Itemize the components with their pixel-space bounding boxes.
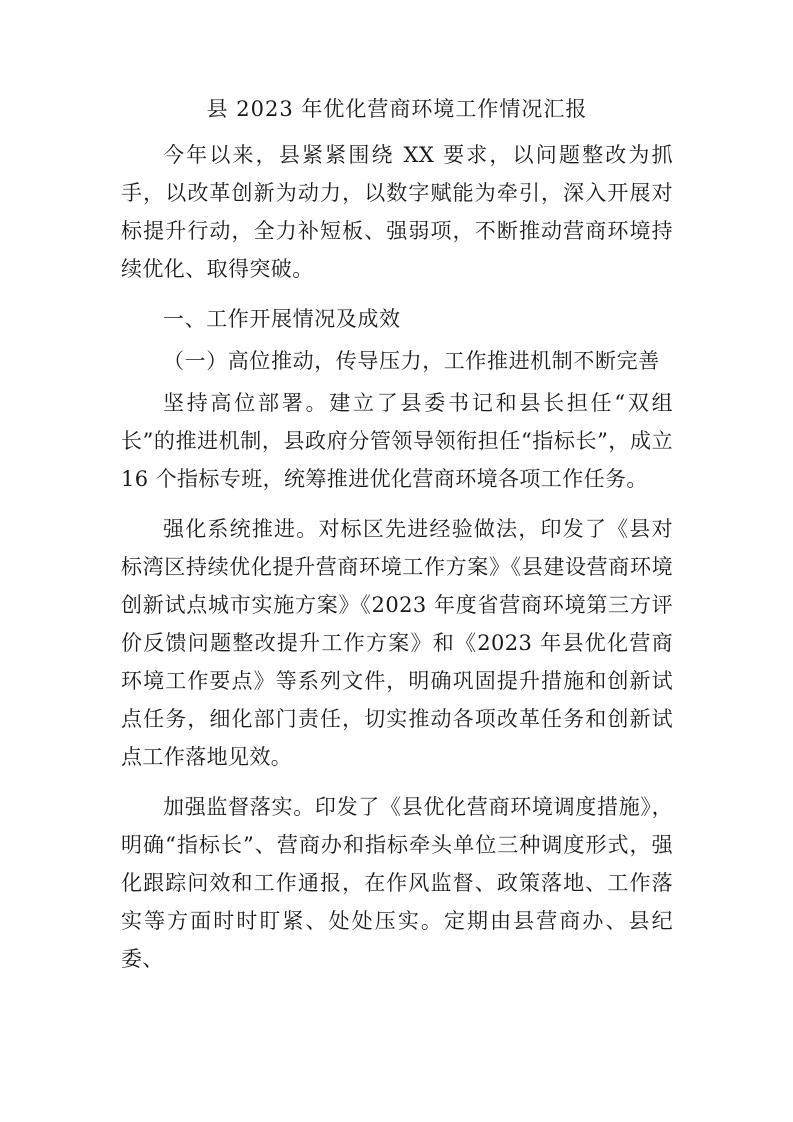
document-body [121,94,673,978]
document-title: 县 2023 年优化营商环境工作情况汇报 [206,97,588,121]
subsection-heading: （一）高位推动，传导压力，工作推进机制不断完善 [163,349,660,373]
body-paragraph: 强化系统推进。对标区先进经验做法，印发了《县对标湾区持续优化提升营商环境工作方案》《县建设营商环境创新试点城市实施方案》《2023 年度省营商环境第三方评价反馈问题整改提升工作方案》和《2023 年县优化营商环境工作要点》等系列文件，明确巩固提升措施和创新试点任务，细化部门责任，切实推动各项改革任务和创新试点工作落地见效。 [121,517,673,769]
section-heading: 一、工作开展情况及成效 [163,307,401,331]
body-paragraph: 坚持高位部署。建立了县委书记和县长担任“双组长”的推进机制，县政府分管领导领衔担任“指标长”，成立 16 个指标专班，统筹推进优化营商环境各项工作任务。 [121,391,673,491]
intro-paragraph: 今年以来，县紧紧围绕 XX 要求，以问题整改为抓手，以改革创新为动力，以数字赋能为牵引，深入开展对标提升行动，全力补短板、强弱项，不断推动营商环境持续优化、取得突破。 [121,143,673,281]
body-paragraph: 加强监督落实。印发了《县优化营商环境调度措施》，明确“指标长”、营商办和指标牵头单位三种调度形式，强化跟踪问效和工作通报，在作风监督、政策落地、工作落实等方面时时盯紧、处处压实。定期由县营商办、县纪委、 [121,795,673,971]
